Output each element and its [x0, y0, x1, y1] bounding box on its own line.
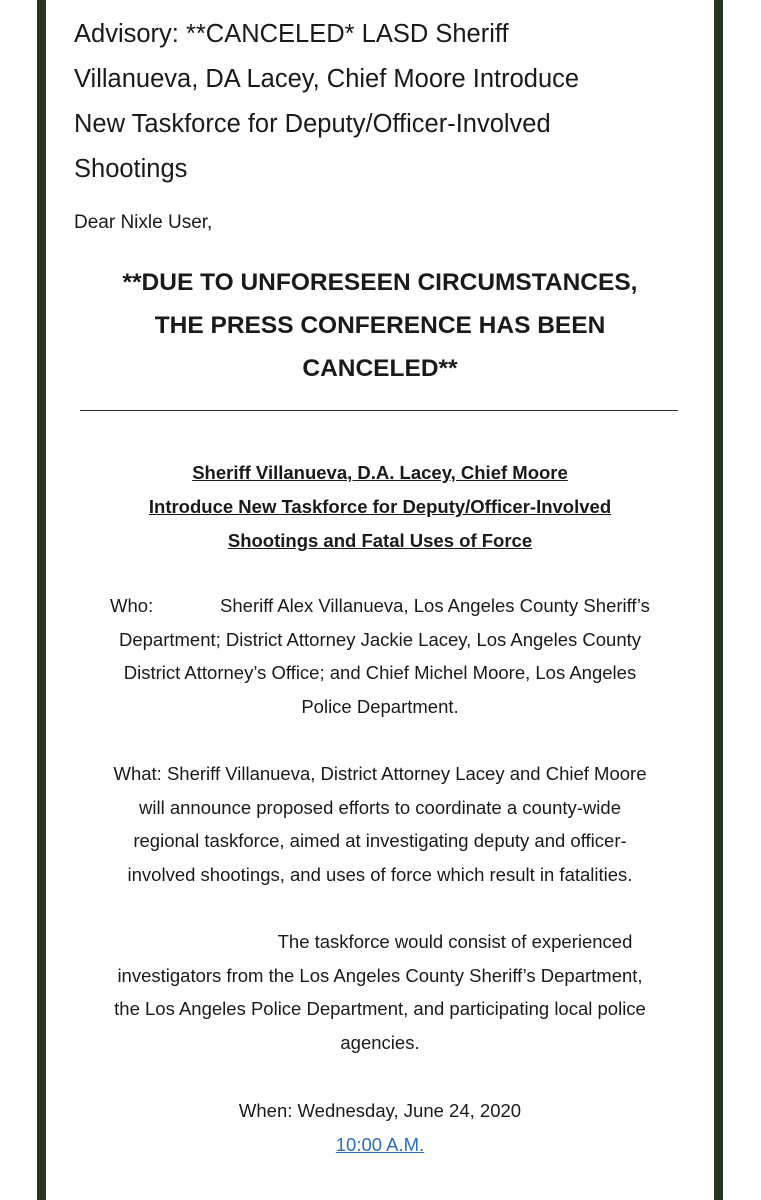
- who-section: [46, 589, 714, 723]
- cancel-notice: [46, 261, 714, 390]
- headline-line: Sheriff Villanueva, D.A. Lacey, Chief Moore: [192, 462, 568, 483]
- cancel-notice-line: **DUE TO UNFORESEEN CIRCUMSTANCES,: [122, 269, 638, 296]
- taskforce-line: investigators from the Los Angeles County Sheriff’s Department,: [117, 964, 643, 986]
- headline-line: Introduce New Taskforce for Deputy/Officer-Involved: [148, 496, 612, 517]
- when-section: [46, 1094, 714, 1161]
- email-frame-right-border: [714, 0, 723, 1200]
- email-subject-line: Shootings: [74, 155, 188, 183]
- time-link[interactable]: 10:00 A.M.: [335, 1133, 425, 1155]
- what-line: involved shootings, and uses of force which result in fatalities.: [127, 863, 633, 885]
- cancel-notice-line: THE PRESS CONFERENCE HAS BEEN: [154, 312, 606, 339]
- taskforce-line: The taskforce would consist of experienced: [277, 931, 633, 952]
- who-line: Police Department.: [301, 695, 459, 717]
- what-section: [46, 757, 714, 891]
- what-line: regional taskforce, aimed at investigating deputy and officer-: [133, 830, 627, 851]
- email-subject-line: Advisory: **CANCELED* LASD Sheriff: [74, 20, 509, 48]
- who-line: Department; District Attorney Jackie Lacey, Los Angeles County: [118, 628, 642, 650]
- headline-line: Shootings and Fatal Uses of Force: [227, 530, 533, 551]
- cancel-notice-line: CANCELED**: [302, 355, 458, 382]
- email-frame-left-border: [37, 0, 46, 1200]
- who-label: Who:: [110, 595, 154, 616]
- email-greeting: Dear Nixle User,: [74, 212, 213, 233]
- email-body: [46, 0, 714, 1200]
- taskforce-section: [46, 925, 714, 1059]
- email-subject-line: New Taskforce for Deputy/Officer-Involved: [74, 110, 551, 138]
- when-date: When: Wednesday, June 24, 2020: [238, 1100, 522, 1121]
- taskforce-line: the Los Angeles Police Department, and participating local police: [114, 998, 646, 1019]
- email-subject: [74, 12, 694, 192]
- what-line: What: Sheriff Villanueva, District Attorney Lacey and Chief Moore: [113, 763, 647, 784]
- who-line: Sheriff Alex Villanueva, Los Angeles County Sheriff’s: [220, 595, 650, 616]
- what-line: will announce proposed efforts to coordinate a county-wide: [139, 796, 621, 818]
- section-divider: [80, 410, 678, 411]
- who-line: District Attorney’s Office; and Chief Michel Moore, Los Angeles: [123, 662, 637, 683]
- press-release-headline: [46, 456, 714, 558]
- taskforce-line: agencies.: [340, 1031, 420, 1053]
- email-subject-line: Villanueva, DA Lacey, Chief Moore Introduce: [74, 65, 580, 93]
